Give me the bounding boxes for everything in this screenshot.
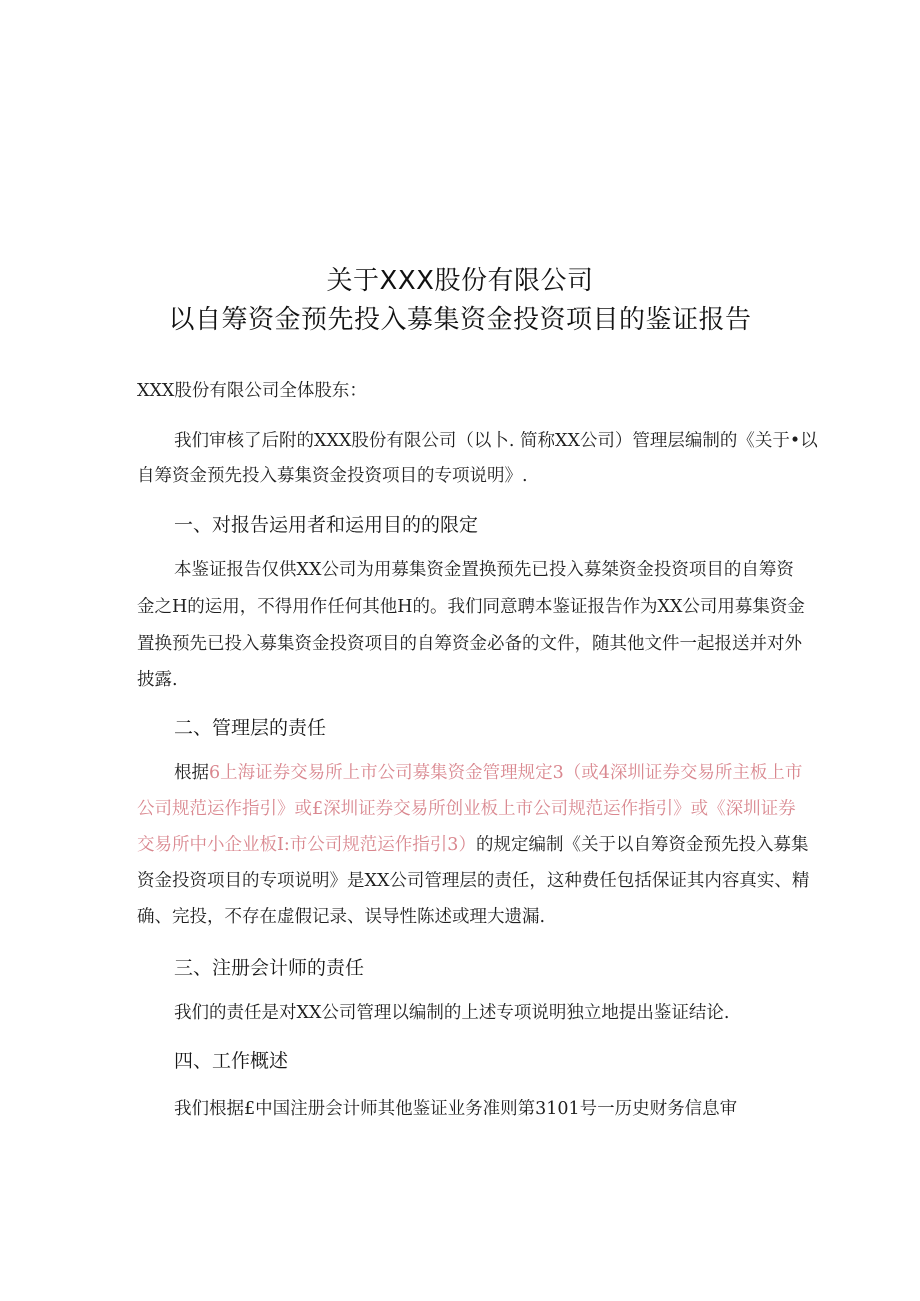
intro-line-1: 我们审核了后附的XXX股份有限公司（以卜. 简称XX公司）管理层编制的《关于•以 bbox=[174, 431, 818, 451]
section2-line-3-rest: 的规定编制《关于以自筹资金预先投入募集 bbox=[475, 835, 809, 855]
report-title-line2: 以自筹资金预先投入募集资金投资项目的鉴证报告 bbox=[168, 305, 752, 335]
section3-heading: 三、注册会计师的责任 bbox=[174, 957, 365, 979]
report-title-line1: 关于XXX股份有限公司 bbox=[326, 266, 594, 296]
section2-line-1 bbox=[174, 761, 802, 785]
section1-heading: 一、对报告运用者和运用目的的限定 bbox=[174, 514, 479, 536]
section2-line-1-prefix: 根据 bbox=[174, 763, 209, 783]
section2-heading: 二、管理层的责任 bbox=[174, 717, 327, 739]
salutation: XXX股份有限公司全体股东： bbox=[137, 381, 367, 401]
section2-line-4: 资金投资项目的专项说明》是XX公司管理层的责任，这种费任包括保证其内容真实、精 bbox=[137, 871, 810, 891]
intro-line-2: 自筹资金预先投入募集资金投资项目的专项说明》. bbox=[137, 466, 528, 486]
regulation-citation-3: 交易所中小企业板I:市公司规范运作指引3） bbox=[137, 835, 476, 855]
section1-line-4: 披露. bbox=[137, 670, 178, 690]
section4-heading: 四、工作概述 bbox=[174, 1050, 289, 1072]
section1-line-3: 置换预先已投入募集资金投资项目的自筹资金必备的文件，随其他文件一起报送并对外 bbox=[137, 634, 802, 654]
regulation-citation-1: 6上海证券交易所上市公司募集资金管理规定3（或4深圳证券交易所主板上市 bbox=[209, 763, 803, 783]
section2-line-3 bbox=[137, 833, 808, 857]
regulation-citation-2: 公司规范运作指引》或£深圳证券交易所创业板上市公司规范运作指引》或《深圳证券 bbox=[137, 799, 796, 819]
section3-line-1: 我们的责任是对XX公司管理以编制的上述专项说明独立地提出鉴证结论. bbox=[174, 1003, 730, 1023]
section1-line-2: 金之H的运用，不得用作任何其他H的。我们同意聘本鉴证报告作为XX公司用募集资金 bbox=[137, 597, 805, 617]
section2-line-5: 确、完投，不存在虚假记录、误导性陈述或理大遗漏. bbox=[137, 907, 546, 927]
section1-line-1: 本鉴证报告仅供XX公司为用募集资金置换预先已投入募桀资金投资项目的自筹资 bbox=[174, 560, 794, 580]
section4-line-1: 我们根据£中国注册会计师其他鉴证业务准则第3101号一历史财务信息审 bbox=[174, 1099, 738, 1119]
